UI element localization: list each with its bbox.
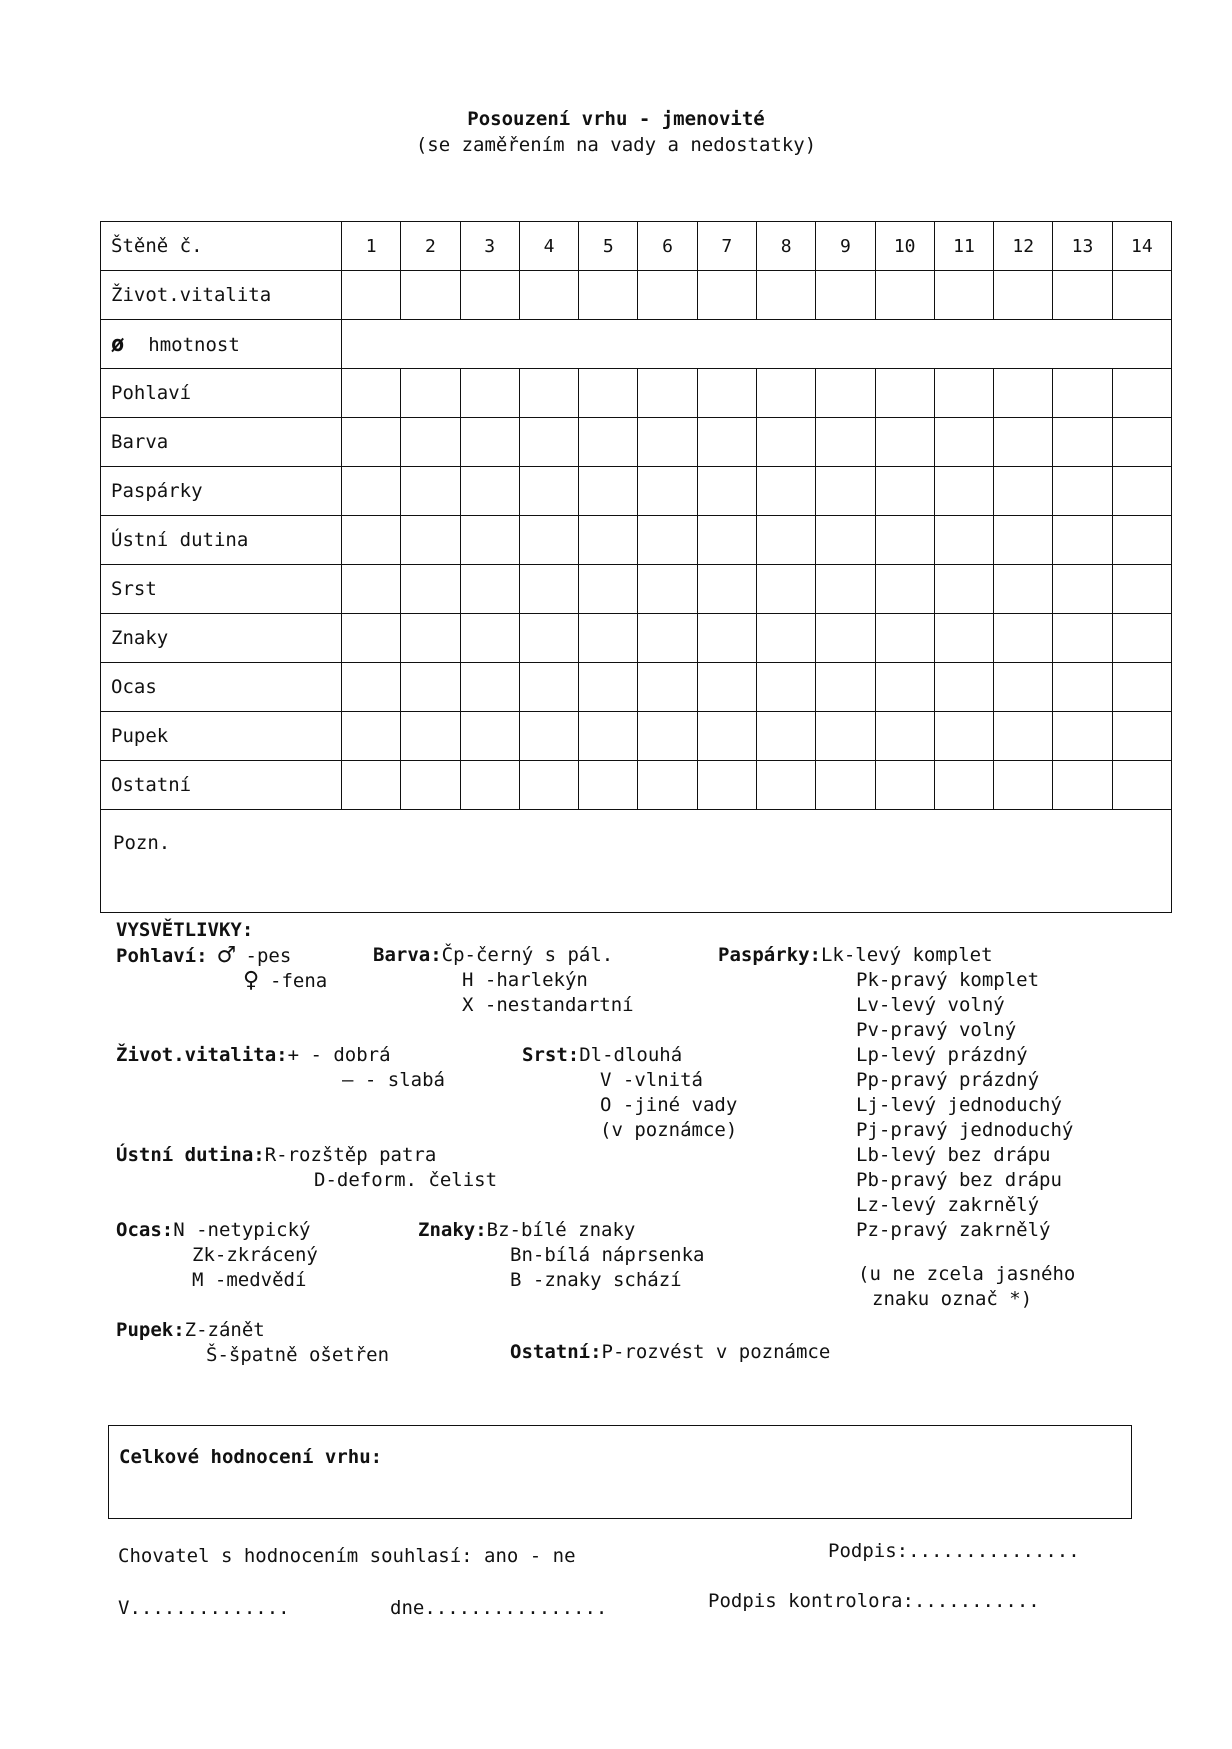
entry-cell[interactable] [579, 516, 638, 565]
entry-cell[interactable] [1112, 271, 1171, 320]
entry-cell[interactable] [638, 516, 697, 565]
overall-evaluation-label: Celkové hodnocení vrhu: [119, 1446, 383, 1468]
legend-znaky [418, 1218, 635, 1243]
entry-cell[interactable] [875, 565, 934, 614]
entry-cell[interactable] [756, 565, 815, 614]
column-header: 2 [401, 222, 460, 271]
legend-label: Pohlaví: [116, 945, 208, 967]
entry-cell[interactable] [342, 418, 401, 467]
legend-label: Pupek: [116, 1319, 185, 1341]
entry-cell[interactable] [816, 761, 875, 810]
row-label-text: hmotnost [148, 333, 240, 356]
entry-cell[interactable] [401, 369, 460, 418]
entry-cell[interactable] [756, 418, 815, 467]
legend-item: Pj-pravý jednoduchý [856, 1119, 1074, 1141]
entry-cell[interactable] [460, 614, 519, 663]
column-header: 12 [994, 222, 1053, 271]
page-title: Posouzení vrhu - jmenovité [467, 108, 765, 130]
column-header: 10 [875, 222, 934, 271]
entry-cell[interactable] [519, 516, 578, 565]
entry-cell[interactable] [460, 565, 519, 614]
page-subtitle: (se zaměřením na vady a nedostatky) [415, 134, 817, 156]
entry-cell[interactable] [519, 565, 578, 614]
entry-cell[interactable] [579, 271, 638, 320]
entry-cell[interactable] [519, 418, 578, 467]
entry-cell[interactable] [638, 467, 697, 516]
entry-cell[interactable] [342, 369, 401, 418]
table-row [101, 418, 1172, 467]
entry-cell[interactable] [994, 418, 1053, 467]
entry-cell[interactable] [756, 712, 815, 761]
entry-cell[interactable] [342, 565, 401, 614]
legend-label: Paspárky: [718, 944, 821, 966]
row-label: Srst [101, 565, 342, 614]
entry-cell[interactable] [579, 418, 638, 467]
entry-cell[interactable] [816, 467, 875, 516]
entry-cell[interactable] [519, 663, 578, 712]
entry-cell[interactable] [579, 614, 638, 663]
legend-srst [522, 1043, 682, 1068]
entry-cell[interactable] [1112, 467, 1171, 516]
entry-cell[interactable] [756, 271, 815, 320]
row-label: Ústní dutina [101, 516, 342, 565]
entry-cell[interactable] [994, 663, 1053, 712]
legend-pohlavi [116, 943, 291, 969]
note-field[interactable] [101, 810, 1172, 913]
legend-item: Lp-levý prázdný [856, 1044, 1028, 1066]
entry-cell[interactable] [934, 712, 993, 761]
legend-heading: VYSVĚTLIVKY: [116, 919, 254, 941]
entry-cell[interactable] [994, 712, 1053, 761]
date-field[interactable]: dne................ [390, 1597, 608, 1619]
entry-cell[interactable] [638, 614, 697, 663]
column-header: 6 [638, 222, 697, 271]
column-header: 7 [697, 222, 756, 271]
entry-cell[interactable] [519, 712, 578, 761]
entry-cell[interactable] [697, 565, 756, 614]
row-label: Pohlaví [101, 369, 342, 418]
entry-cell[interactable] [579, 467, 638, 516]
entry-cell[interactable] [401, 663, 460, 712]
entry-cell[interactable] [579, 565, 638, 614]
legend-item: Pb-pravý bez drápu [856, 1169, 1062, 1191]
entry-cell[interactable] [816, 712, 875, 761]
legend-item: Lz-levý zakrnělý [856, 1194, 1040, 1216]
entry-cell[interactable] [638, 369, 697, 418]
entry-cell[interactable] [875, 418, 934, 467]
entry-cell[interactable] [401, 418, 460, 467]
entry-cell[interactable] [1112, 369, 1171, 418]
legend-item: Dl-dlouhá [579, 1044, 683, 1066]
column-header: 1 [342, 222, 401, 271]
legend-item: Lv-levý volný [856, 994, 1005, 1016]
entry-cell[interactable] [1112, 565, 1171, 614]
table-row [101, 369, 1172, 418]
column-header: 13 [1053, 222, 1112, 271]
entry-cell[interactable] [875, 712, 934, 761]
entry-cell[interactable] [934, 418, 993, 467]
agreement-line[interactable]: Chovatel s hodnocením souhlasí: ano - ne [118, 1545, 576, 1567]
legend-item: D-deform. čelist [314, 1169, 498, 1191]
note-label: Pozn. [113, 832, 171, 854]
entry-cell[interactable] [342, 516, 401, 565]
entry-cell[interactable] [1053, 663, 1112, 712]
entry-cell[interactable] [934, 614, 993, 663]
entry-cell[interactable] [519, 369, 578, 418]
entry-cell[interactable] [994, 516, 1053, 565]
entry-cell[interactable] [460, 271, 519, 320]
entry-cell[interactable] [1053, 712, 1112, 761]
legend-label: Ocas: [116, 1219, 174, 1241]
table-row [101, 614, 1172, 663]
entry-cell[interactable] [519, 271, 578, 320]
entry-cell[interactable] [579, 712, 638, 761]
legend-item: P-rozvést v poznámce [601, 1341, 831, 1363]
entry-cell[interactable] [638, 712, 697, 761]
entry-cell[interactable] [756, 614, 815, 663]
legend-item: Lb-levý bez drápu [856, 1144, 1051, 1166]
entry-cell[interactable] [697, 369, 756, 418]
entry-cell[interactable] [638, 663, 697, 712]
legend-item: Z-zánět [184, 1319, 265, 1341]
legend-item: Pk-pravý komplet [856, 969, 1040, 991]
entry-cell[interactable] [460, 516, 519, 565]
header-row [101, 222, 1172, 271]
entry-cell[interactable] [1053, 418, 1112, 467]
entry-cell[interactable] [697, 614, 756, 663]
entry-cell[interactable] [342, 271, 401, 320]
column-header: 3 [460, 222, 519, 271]
entry-cell[interactable] [994, 271, 1053, 320]
diameter-symbol: ø [111, 331, 125, 357]
entry-cell[interactable] [519, 614, 578, 663]
entry-cell[interactable] [1053, 565, 1112, 614]
legend-ocas [116, 1218, 310, 1243]
entry-cell[interactable] [756, 467, 815, 516]
entry-cell[interactable] [579, 761, 638, 810]
entry-cell[interactable] [994, 467, 1053, 516]
entry-cell[interactable] [875, 369, 934, 418]
entry-cell[interactable] [816, 271, 875, 320]
column-header: 11 [934, 222, 993, 271]
entry-cell[interactable] [816, 516, 875, 565]
legend-ustni [116, 1143, 436, 1168]
corner-label: Štěně č. [101, 222, 342, 271]
female-symbol-icon: ♀ [242, 968, 260, 993]
entry-cell[interactable] [756, 663, 815, 712]
legend-item: Pv-pravý volný [856, 1019, 1017, 1041]
entry-cell[interactable] [756, 516, 815, 565]
entry-cell[interactable] [816, 418, 875, 467]
entry-cell[interactable] [1053, 614, 1112, 663]
weight-entry-cell[interactable] [342, 320, 1172, 369]
entry-cell[interactable] [519, 467, 578, 516]
entry-cell[interactable] [875, 614, 934, 663]
entry-cell[interactable] [401, 712, 460, 761]
legend-item: B -znaky schází [510, 1269, 682, 1291]
entry-cell[interactable] [875, 663, 934, 712]
legend-item: X -nestandartní [462, 994, 634, 1016]
legend-item: Pz-pravý zakrnělý [856, 1219, 1051, 1241]
legend-label: Znaky: [418, 1219, 487, 1241]
entry-cell[interactable] [1053, 271, 1112, 320]
legend-item: (v poznámce) [600, 1119, 738, 1141]
column-header: 4 [519, 222, 578, 271]
entry-cell[interactable] [697, 761, 756, 810]
male-symbol-icon: ♂ [216, 943, 237, 968]
legend-item: Čp-černý s pál. [441, 944, 614, 966]
table-row [101, 565, 1172, 614]
legend-vitalita [116, 1043, 391, 1068]
entry-cell[interactable] [934, 271, 993, 320]
column-header: 5 [579, 222, 638, 271]
entry-cell[interactable] [342, 663, 401, 712]
table-row [101, 761, 1172, 810]
entry-cell[interactable] [697, 712, 756, 761]
entry-cell[interactable] [1053, 516, 1112, 565]
entry-cell[interactable] [1112, 418, 1171, 467]
entry-cell[interactable] [460, 712, 519, 761]
entry-cell[interactable] [994, 761, 1053, 810]
legend-ostatni [510, 1340, 830, 1365]
entry-cell[interactable] [1053, 467, 1112, 516]
column-header: 14 [1112, 222, 1171, 271]
legend-label: Život.vitalita: [116, 1044, 288, 1066]
legend-item: + - dobrá [287, 1044, 391, 1066]
entry-cell[interactable] [638, 565, 697, 614]
table-row [101, 271, 1172, 320]
entry-cell[interactable] [1112, 516, 1171, 565]
entry-cell[interactable] [401, 565, 460, 614]
entry-cell[interactable] [697, 418, 756, 467]
legend-item: -fena [270, 970, 328, 992]
legend-item: H -harlekýn [462, 969, 588, 991]
entry-cell[interactable] [994, 614, 1053, 663]
entry-cell[interactable] [697, 467, 756, 516]
row-label: Pupek [101, 712, 342, 761]
legend-item: Lj-levý jednoduchý [856, 1094, 1062, 1116]
column-header: 8 [756, 222, 815, 271]
legend-item: Lk-levý komplet [820, 944, 993, 966]
entry-cell[interactable] [460, 418, 519, 467]
entry-cell[interactable] [1112, 663, 1171, 712]
row-label: Barva [101, 418, 342, 467]
entry-cell[interactable] [342, 467, 401, 516]
column-header: 9 [816, 222, 875, 271]
entry-cell[interactable] [934, 467, 993, 516]
legend-item: -pes [245, 945, 292, 967]
entry-cell[interactable] [756, 369, 815, 418]
entry-cell[interactable] [934, 516, 993, 565]
legend-item: Pp-pravý prázdný [856, 1069, 1040, 1091]
entry-cell[interactable] [816, 663, 875, 712]
legend-label: Barva: [373, 944, 442, 966]
litter-evaluation-table [100, 221, 1172, 913]
entry-cell[interactable] [579, 663, 638, 712]
entry-cell[interactable] [401, 467, 460, 516]
entry-cell[interactable] [342, 614, 401, 663]
legend-pohlavi-female [232, 968, 327, 994]
entry-cell[interactable] [460, 369, 519, 418]
legend-item: O -jiné vady [600, 1094, 738, 1116]
entry-cell[interactable] [875, 467, 934, 516]
note-row [101, 810, 1172, 913]
entry-cell[interactable] [994, 369, 1053, 418]
entry-cell[interactable] [1112, 712, 1171, 761]
entry-cell[interactable] [697, 663, 756, 712]
signature-field[interactable]: Podpis:............... [828, 1540, 1080, 1562]
entry-cell[interactable] [875, 516, 934, 565]
entry-cell[interactable] [934, 369, 993, 418]
row-label: Ocas [101, 663, 342, 712]
entry-cell[interactable] [934, 565, 993, 614]
entry-cell[interactable] [401, 271, 460, 320]
entry-cell[interactable] [1053, 369, 1112, 418]
legend-item: Š-špatně ošetřen [206, 1344, 390, 1366]
entry-cell[interactable] [934, 761, 993, 810]
legend-item: Zk-zkrácený [192, 1244, 318, 1266]
entry-cell[interactable] [638, 761, 697, 810]
legend-item: — - slabá [342, 1069, 445, 1091]
legend-item: R-rozštěp patra [264, 1144, 437, 1166]
entry-cell[interactable] [875, 761, 934, 810]
entry-cell[interactable] [342, 761, 401, 810]
legend-label: Srst: [522, 1044, 580, 1066]
row-label: Znaky [101, 614, 342, 663]
entry-cell[interactable] [816, 614, 875, 663]
legend-label: Ostatní: [510, 1341, 602, 1363]
row-label: Paspárky [101, 467, 342, 516]
legend-barva [373, 943, 613, 968]
entry-cell[interactable] [460, 663, 519, 712]
entry-cell[interactable] [697, 516, 756, 565]
legend-paspárky [718, 943, 993, 968]
legend-label: Ústní dutina: [116, 1144, 265, 1166]
row-label: Život.vitalita [101, 271, 342, 320]
entry-cell[interactable] [638, 271, 697, 320]
controller-signature-field[interactable]: Podpis kontrolora:........... [708, 1590, 1040, 1612]
table-row [101, 467, 1172, 516]
table-row [101, 712, 1172, 761]
entry-cell[interactable] [342, 712, 401, 761]
entry-cell[interactable] [401, 761, 460, 810]
legend-item: Bn-bílá náprsenka [510, 1244, 705, 1266]
legend-item: V -vlnitá [600, 1069, 703, 1091]
entry-cell[interactable] [460, 761, 519, 810]
entry-cell[interactable] [994, 565, 1053, 614]
legend-note: znaku označ *) [872, 1288, 1033, 1310]
legend-item: N -netypický [173, 1219, 311, 1241]
entry-cell[interactable] [579, 369, 638, 418]
legend-note: (u ne zcela jasného [858, 1263, 1076, 1285]
table-row [101, 516, 1172, 565]
entry-cell[interactable] [401, 614, 460, 663]
entry-cell[interactable] [875, 271, 934, 320]
entry-cell[interactable] [1112, 614, 1171, 663]
overall-evaluation-box[interactable] [108, 1425, 1132, 1519]
entry-cell[interactable] [1053, 761, 1112, 810]
legend-item: M -medvědí [192, 1269, 307, 1291]
entry-cell[interactable] [460, 467, 519, 516]
entry-cell[interactable] [816, 565, 875, 614]
legend-item: Bz-bílé znaky [486, 1219, 636, 1241]
entry-cell[interactable] [697, 271, 756, 320]
table-row [101, 663, 1172, 712]
entry-cell[interactable] [934, 663, 993, 712]
entry-cell[interactable] [816, 369, 875, 418]
entry-cell[interactable] [1112, 761, 1171, 810]
table-row [101, 320, 1172, 369]
legend-pupek [116, 1318, 265, 1343]
entry-cell[interactable] [401, 516, 460, 565]
entry-cell[interactable] [756, 761, 815, 810]
row-label [101, 320, 342, 369]
entry-cell[interactable] [519, 761, 578, 810]
place-field[interactable]: V.............. [118, 1597, 290, 1619]
row-label: Ostatní [101, 761, 342, 810]
entry-cell[interactable] [638, 418, 697, 467]
